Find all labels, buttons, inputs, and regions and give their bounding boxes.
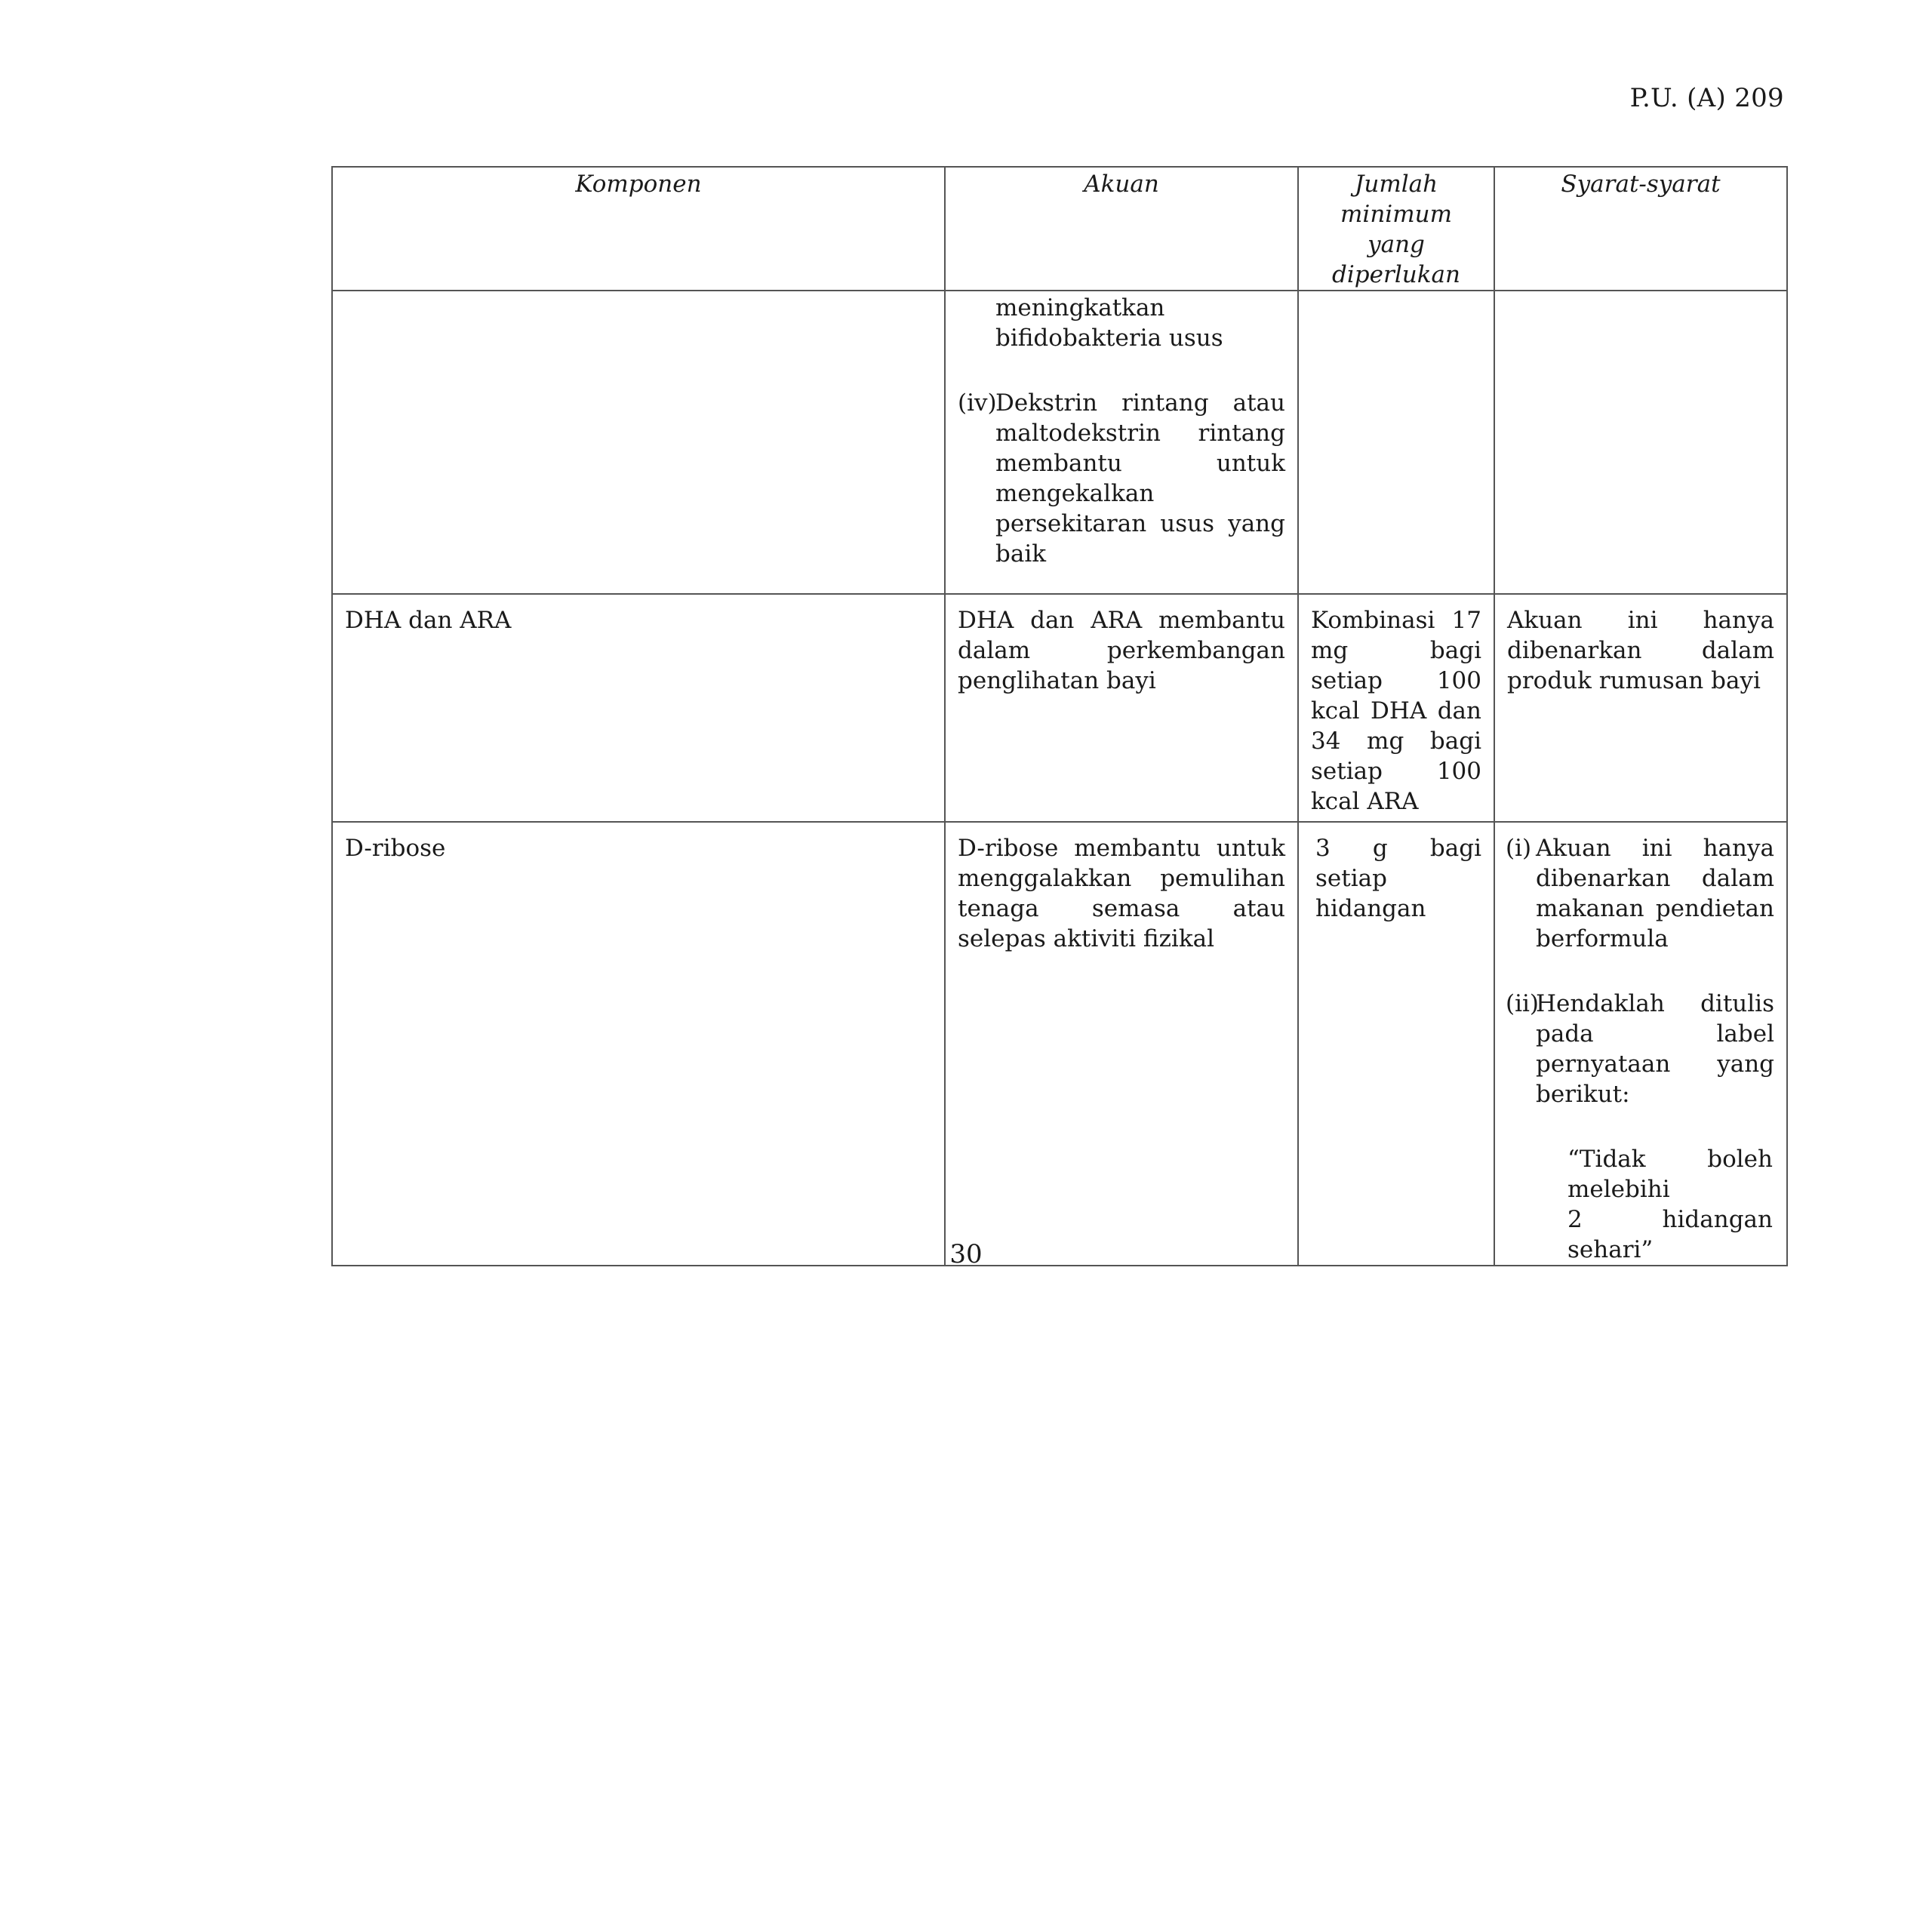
cell-syarat-text: [1495, 291, 1786, 300]
cell-jumlah: [1298, 822, 1494, 1266]
table-header-row: [332, 167, 1787, 291]
list-item-number: (i): [1506, 835, 1532, 862]
cell-komponen-text: D-ribose: [345, 835, 446, 862]
akuan-continued-line-2: bifidobakteria usus: [995, 325, 1223, 352]
cell-komponen: [332, 594, 945, 822]
header-jumlah-text: Jumlah minimum yang diperlukan: [1332, 171, 1460, 288]
header-syarat: Syarat-syarat: [1494, 167, 1787, 291]
syarat-list-item: [1495, 989, 1786, 1109]
list-item-number: (ii): [1506, 990, 1540, 1017]
table-row: [332, 291, 1787, 594]
list-item-number: (iv): [958, 389, 997, 417]
cell-syarat: [1494, 594, 1787, 822]
cell-akuan: [945, 291, 1298, 594]
list-item-text: Dekstrin rintang atau maltodekstrin rintang membantu untuk mengekalkan persekitaran usus yang baik: [995, 389, 1285, 568]
cell-komponen-text: [333, 291, 944, 300]
cell-komponen: [332, 291, 945, 594]
cell-akuan-text: D-ribose membantu untuk menggalakkan pemulihan tenaga semasa atau selepas aktiviti fizikal: [958, 835, 1285, 952]
cell-komponen: [332, 822, 945, 1266]
cell-syarat-text: Akuan ini hanya dibenarkan dalam produk rumusan bayi: [1507, 607, 1774, 694]
header-komponen: Komponen: [332, 167, 945, 291]
table-row: [332, 822, 1787, 1266]
list-item-text: Akuan ini hanya dibenarkan dalam makanan pendietan berformula: [1536, 835, 1774, 952]
syarat-quote-line-2: 2 hidangan sehari”: [1567, 1206, 1773, 1263]
cell-akuan-text: DHA dan ARA membantu dalam perkembangan penglihatan bayi: [958, 607, 1285, 694]
cell-jumlah-text: [1299, 291, 1494, 300]
regulation-table: [331, 166, 1788, 1266]
page-number: 30: [949, 1239, 983, 1269]
syarat-quote-line-1: “Tidak boleh melebihi: [1567, 1146, 1773, 1203]
cell-jumlah: [1298, 291, 1494, 594]
table-row: [332, 594, 1787, 822]
cell-jumlah-text: Kombinasi 17 mg bagi setiap 100 kcal DHA dan 34 mg bagi setiap 100 kcal ARA: [1311, 607, 1481, 815]
akuan-continued-line-1: meningkatkan: [995, 294, 1165, 321]
header-akuan: Akuan: [945, 167, 1298, 291]
document-reference: P.U. (A) 209: [1629, 83, 1784, 113]
akuan-list-item: [946, 388, 1297, 569]
cell-akuan: [945, 822, 1298, 1266]
cell-komponen-text: DHA dan ARA: [345, 607, 512, 634]
cell-jumlah-text: 3 g bagi setiap hidangan: [1315, 835, 1481, 922]
list-item-text: Hendaklah ditulis pada label pernyataan yang berikut:: [1536, 990, 1774, 1108]
cell-syarat: [1494, 291, 1787, 594]
cell-akuan: [945, 594, 1298, 822]
header-jumlah: [1298, 167, 1494, 291]
cell-syarat: [1494, 822, 1787, 1266]
cell-jumlah: [1298, 594, 1494, 822]
syarat-list-item: [1495, 833, 1786, 954]
